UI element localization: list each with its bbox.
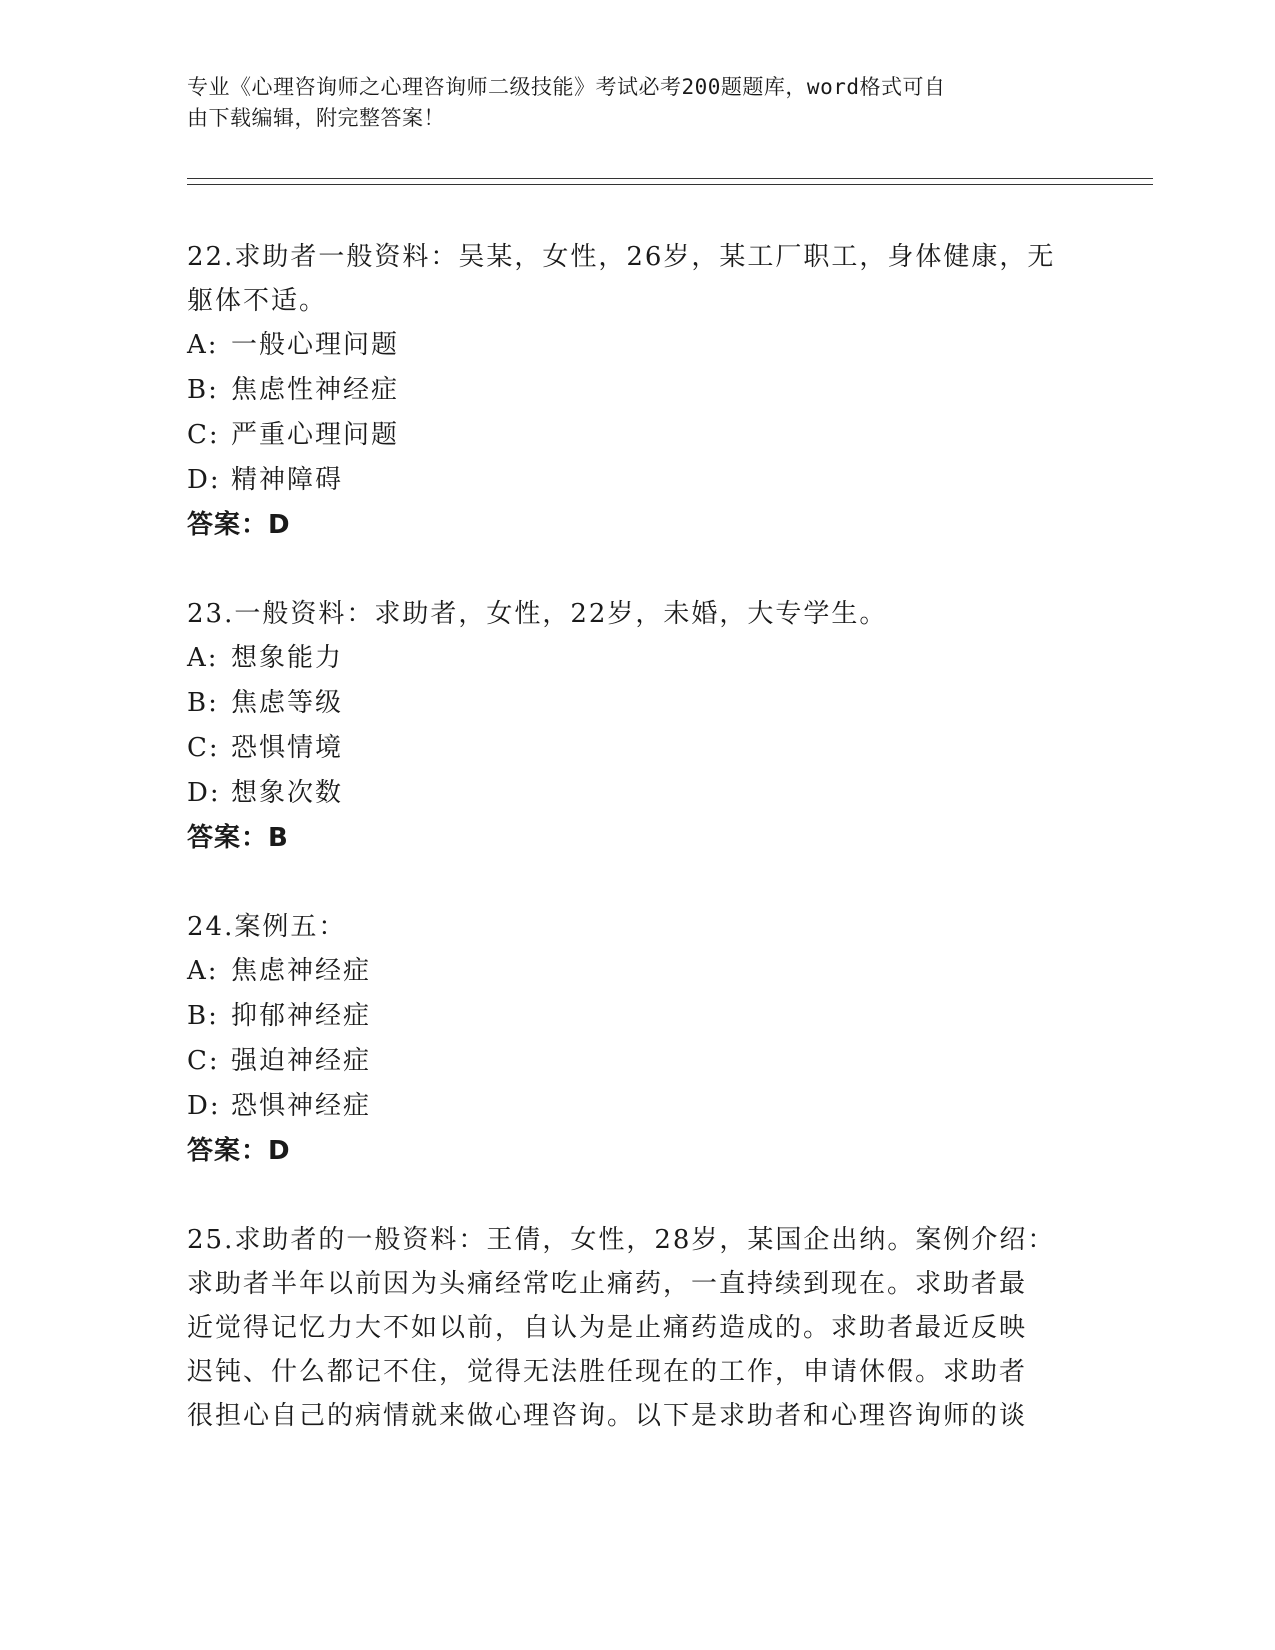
header-line-1: 专业《心理咨询师之心理咨询师二级技能》考试必考200题题库，word格式可自 xyxy=(187,75,946,99)
answer-line: 答案：B xyxy=(187,823,289,853)
option-a: A: 一般心理问题 xyxy=(187,330,400,360)
question-list xyxy=(187,235,1067,1482)
option-b: B: 焦虑等级 xyxy=(187,688,344,718)
question-25 xyxy=(187,1218,1067,1438)
option-a: A: 想象能力 xyxy=(187,643,344,673)
option-d: D: 恐惧神经症 xyxy=(187,1091,372,1121)
question-stem xyxy=(187,235,1067,323)
option-d: D: 想象次数 xyxy=(187,778,344,808)
question-23 xyxy=(187,592,1067,861)
question-stem xyxy=(187,905,1067,949)
document-header xyxy=(187,72,1067,134)
stem-line: 25.求助者的一般资料：王倩，女性，28岁，某国企出纳。案例介绍： xyxy=(187,1225,1056,1255)
answer-line: 答案：D xyxy=(187,1136,291,1166)
question-22 xyxy=(187,235,1067,548)
stem-line: 躯体不适。 xyxy=(187,286,328,316)
option-d: D: 精神障碍 xyxy=(187,465,344,495)
question-24 xyxy=(187,905,1067,1174)
stem-line: 22.求助者一般资料：吴某，女性，26岁，某工厂职工，身体健康，无 xyxy=(187,242,1056,272)
option-b: B: 抑郁神经症 xyxy=(187,1001,372,1031)
option-c: C: 强迫神经症 xyxy=(187,1046,372,1076)
stem-line: 近觉得记忆力大不如以前，自认为是止痛药造成的。求助者最近反映 xyxy=(187,1313,1028,1343)
question-stem xyxy=(187,592,1067,636)
stem-line: 23.一般资料：求助者，女性，22岁，未婚，大专学生。 xyxy=(187,599,888,629)
header-divider xyxy=(187,178,1153,185)
stem-line: 24.案例五： xyxy=(187,912,347,942)
option-c: C: 严重心理问题 xyxy=(187,420,400,450)
option-b: B: 焦虑性神经症 xyxy=(187,375,400,405)
stem-line: 迟钝、什么都记不住，觉得无法胜任现在的工作，申请休假。求助者 xyxy=(187,1357,1028,1387)
stem-line: 很担心自己的病情就来做心理咨询。以下是求助者和心理咨询师的谈 xyxy=(187,1401,1028,1431)
answer-line: 答案：D xyxy=(187,510,291,540)
stem-line: 求助者半年以前因为头痛经常吃止痛药，一直持续到现在。求助者最 xyxy=(187,1269,1028,1299)
header-line-2: 由下载编辑，附完整答案！ xyxy=(187,106,445,130)
option-a: A: 焦虑神经症 xyxy=(187,956,372,986)
question-stem xyxy=(187,1218,1067,1438)
option-c: C: 恐惧情境 xyxy=(187,733,344,763)
